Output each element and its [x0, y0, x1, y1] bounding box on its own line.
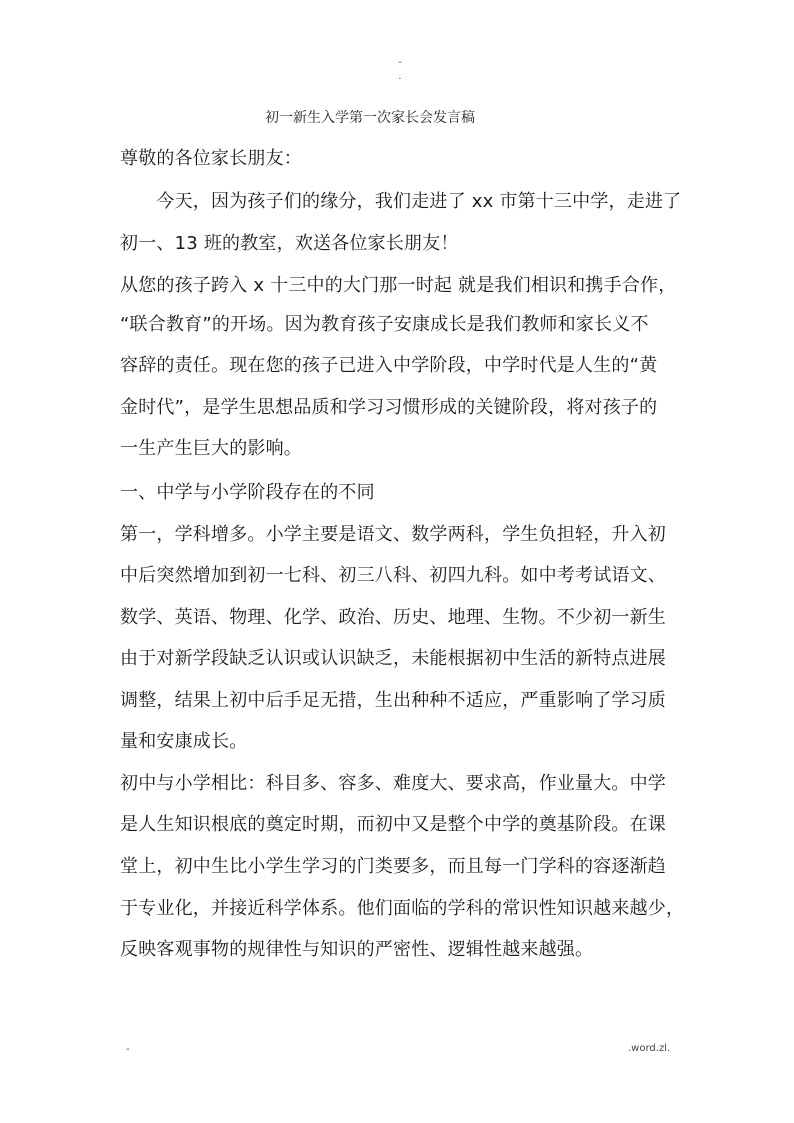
body-line: 一生产生巨大的影响。	[120, 438, 302, 459]
footer-watermark: .word.zl.	[628, 1043, 671, 1054]
body-line: 第一，学科增多。小学主要是语文、数学两科，学生负担轻，升入初	[120, 524, 666, 545]
document-title: 初一新生入学第一次家长会发言稿	[265, 110, 475, 126]
body-line: 调整，结果上初中后手足无措，生出种种不适应，严重影响了学习质	[120, 690, 666, 711]
body-line: 初中与小学相比：科目多、容多、难度大、要求高，作业量大。中学	[120, 773, 666, 794]
body-line: 于专业化，并接近科学体系。他们面临的学科的常识性知识越来越少，	[120, 898, 685, 919]
body-line: 金时代”，是学生思想品质和学习习惯形成的关键阶段，将对孩子的	[120, 397, 658, 418]
body-line: 数学、英语、物理、化学、政治、历史、地理、生物。不少初一新生	[120, 607, 666, 628]
body-line: 堂上，初中生比小学生学习的门类要多，而且每一门学科的容逐渐趋	[120, 856, 666, 877]
body-line: 尊敬的各位家长朋友：	[120, 148, 302, 169]
body-line: 今天，因为孩子们的缘分，我们走进了 xx 市第十三中学，走进了	[120, 191, 682, 212]
body-line: “联合教育”的开场。因为教育孩子安康成长是我们教师和家长义不	[120, 314, 649, 335]
body-line: 初一、13 班的教室，欢送各位家长朋友！	[120, 233, 459, 254]
body-line: 由于对新学段缺乏认识或认识缺乏，未能根据初中生活的新特点进展	[120, 648, 666, 669]
footer-left-mark: -	[126, 1044, 130, 1055]
body-line: 一、中学与小学阶段存在的不同	[120, 482, 375, 503]
header-mark-bottom: .	[398, 71, 402, 82]
body-line: 是人生知识根底的奠定时期，而初中又是整个中学的奠基阶段。在课	[120, 814, 666, 835]
body-line: 容辞的责任。现在您的孩子已进入中学阶段，中学时代是人生的“黄	[120, 355, 658, 376]
body-line: 反映客观事物的规律性与知识的严密性、逻辑性越来越强。	[120, 939, 594, 960]
body-line: 中后突然增加到初一七科、初三八科、初四九科。如中考考试语文、	[120, 565, 666, 586]
header-mark-top: -	[398, 57, 402, 68]
body-line: 从您的孩子跨入 x 十三中的大门那一时起 就是我们相识和携手合作，	[120, 275, 677, 296]
body-line: 量和安康成长。	[120, 731, 248, 752]
